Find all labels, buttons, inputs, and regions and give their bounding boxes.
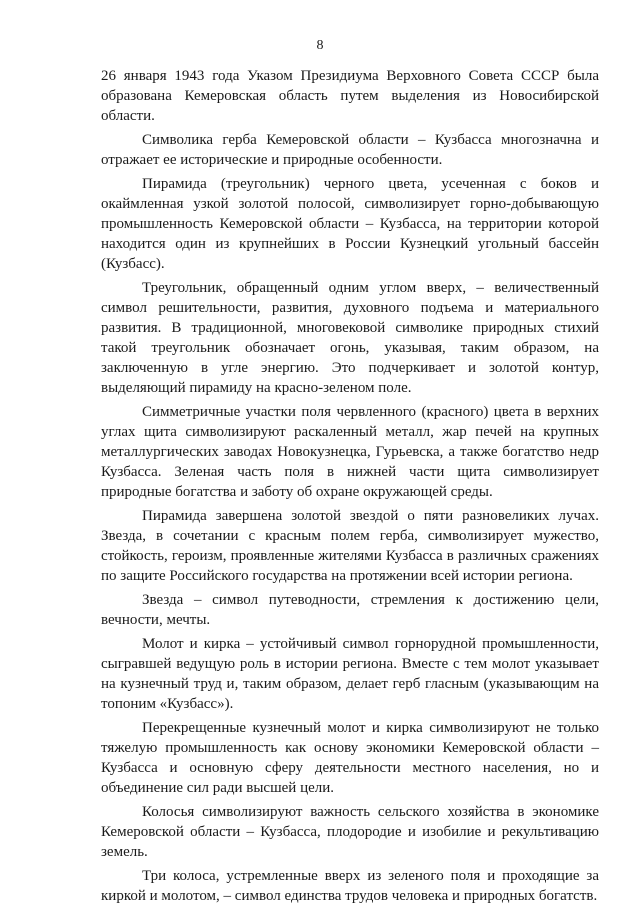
paragraph-ears-of-wheat: Колосья символизируют важность сельского хозяйства в экономике Кемеровской области – Кузбасса, плодородие и изобилие и рекультивацию земель. (101, 804, 599, 860)
paragraph-star-meaning: Звезда – символ путеводности, стремления к достижению цели, вечности, мечты. (101, 592, 599, 628)
paragraph-three-ears: Три колоса, устремленные вверх из зеленого поля и проходящие за киркой и молотом, – символ единства трудов человека и природных богатств. (101, 868, 599, 904)
paragraph-symbolism-intro: Символика герба Кемеровской области – Кузбасса многозначна и отражает ее исторические и природные особенности. (101, 132, 599, 168)
paragraph-hammer-pick: Молот и кирка – устойчивый символ горнорудной промышленности, сыгравшей ведущую роль в истории региона. Вместе с тем молот указывает на кузнечный труд и, таким образом, делает герб гласным (указывающим на топоним «Кузбасс»). (101, 636, 599, 712)
paragraph-crossed-tools: Перекрещенные кузнечный молот и кирка символизируют не только тяжелую промышленность как основу экономики Кемеровской области – Кузбасса и основную сферу деятельности местного населения, но и объединение сил ради высшей цели. (101, 720, 599, 796)
paragraph-star: Пирамида завершена золотой звездой о пяти разновеликих лучах. Звезда, в сочетании с красным полем герба, символизирует мужество, стойкость, героизм, проявленные жителями Кузбасса в различных сражениях по защите Российского государства на протяжении всей истории региона. (101, 508, 599, 584)
paragraph-triangle: Треугольник, обращенный одним углом вверх, – величественный символ решительности, развития, духовного подъема и материального развития. В традиционной, многовековой символике природных стихий такой треугольник обозначает огонь, указывая, таким образом, на заключенную в угле энергию. Это подчеркивает и золотой контур, выделяющий пирамиду на красно-зеленом поле. (101, 280, 599, 396)
paragraph-founding-date: 26 января 1943 года Указом Президиума Верховного Совета СССР была образована Кемеровская область путем выделения из Новосибирской области. (101, 68, 599, 124)
paragraph-pyramid: Пирамида (треугольник) черного цвета, усеченная с боков и окаймленная узкой золотой полосой, символизирует горно-добывающую промышленность Кемеровской области – Кузбасса, на территории которой находится один из крупнейших в России Кузнецкий угольный бассейн (Кузбасс). (101, 176, 599, 272)
paragraph-red-green-field: Симметричные участки поля червленного (красного) цвета в верхних углах щита символизируют раскаленный металл, жар печей на крупных металлургических заводах Новокузнецка, Гурьевска, а также богатство недр Кузбасса. Зеленая часть поля в нижней части щита символизирует природные богатства и заботу об охране окружающей среды. (101, 404, 599, 500)
page-number: 8 (316, 38, 324, 53)
document-body (101, 66, 599, 910)
